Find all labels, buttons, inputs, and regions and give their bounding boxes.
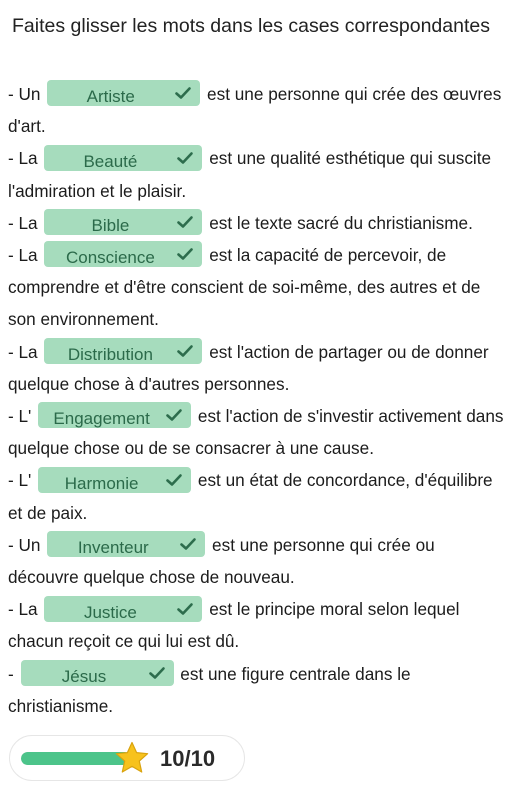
item-definition: est le principe moral selon lequel chacun reçoit ce qui lui est dû. <box>8 599 460 652</box>
item-prefix: - La <box>8 341 38 362</box>
answer-word: Bible <box>91 216 130 236</box>
answer-drop-slot[interactable] <box>47 80 200 106</box>
item-definition: est une figure centrale dans le christianisme. <box>8 663 411 716</box>
item-definition: est une personne qui crée ou découvre quelque chose de nouveau. <box>8 534 435 588</box>
item-definition: est une qualité esthétique qui suscite l'admiration et le plaisir. <box>8 148 492 201</box>
item-prefix: - La <box>8 599 38 620</box>
exercise-item <box>8 529 508 593</box>
answer-drop-slot[interactable] <box>38 402 191 428</box>
score-text: 10/10 <box>160 746 216 771</box>
exercise-item <box>8 207 508 239</box>
check-icon <box>176 343 194 359</box>
item-prefix: - L' <box>8 406 32 427</box>
item-prefix: - <box>8 663 14 684</box>
check-icon <box>176 214 194 230</box>
page-title: Faites glisser les mots dans les cases correspondantes <box>12 15 490 37</box>
item-definition: est l'action de s'investir activement dans quelque chose ou de se consacrer à une cause. <box>8 406 504 459</box>
exercise-item <box>8 400 508 464</box>
answer-word: Beauté <box>83 151 138 171</box>
item-definition: est la capacité de percevoir, de comprendre et d'être conscient de soi-même, des autres et de son environnement. <box>8 245 481 330</box>
answer-word: Jésus <box>61 667 107 687</box>
answer-word: Engagement <box>53 409 150 429</box>
exercise-item <box>8 239 508 336</box>
answer-drop-slot[interactable] <box>38 467 191 493</box>
check-icon <box>165 472 183 488</box>
check-icon <box>165 407 183 423</box>
answer-word: Harmonie <box>64 473 139 493</box>
item-prefix: - L' <box>8 470 32 491</box>
item-definition: est une personne qui crée des œuvres d'art. <box>8 84 502 137</box>
answer-word: Inventeur <box>77 538 149 558</box>
item-prefix: - La <box>8 148 38 169</box>
exercise-item <box>8 658 508 722</box>
answer-drop-slot[interactable] <box>44 241 202 267</box>
answer-drop-slot[interactable] <box>44 145 202 171</box>
check-icon <box>176 246 194 262</box>
check-icon <box>174 85 192 101</box>
star-icon <box>114 740 150 776</box>
exercise-item <box>8 142 508 206</box>
answer-word: Distribution <box>67 345 153 365</box>
exercise-item <box>8 593 508 657</box>
exercise-item <box>8 464 508 528</box>
item-prefix: - Un <box>8 84 41 104</box>
item-prefix: - Un <box>8 534 41 555</box>
answer-word: Justice <box>83 602 137 622</box>
answer-drop-slot[interactable] <box>44 596 202 622</box>
item-definition: est l'action de partager ou de donner quelque chose à d'autres personnes. <box>8 341 489 394</box>
check-icon <box>176 150 194 166</box>
answer-drop-slot[interactable] <box>44 209 202 235</box>
answer-drop-slot[interactable] <box>44 338 202 364</box>
exercise-item <box>8 78 508 142</box>
item-prefix: - La <box>8 245 38 266</box>
check-icon <box>176 601 194 617</box>
answer-word: Conscience <box>65 248 155 268</box>
exercise-item <box>8 336 508 400</box>
answer-drop-slot[interactable] <box>21 660 174 686</box>
check-icon <box>179 536 197 552</box>
item-prefix: - La <box>8 212 38 233</box>
exercise-list <box>8 78 508 722</box>
answer-drop-slot[interactable] <box>47 531 205 557</box>
answer-word: Artiste <box>86 87 135 107</box>
item-definition: est le texte sacré du christianisme. <box>209 212 473 233</box>
check-icon <box>148 665 166 681</box>
item-definition: est un état de concordance, d'équilibre et de paix. <box>8 470 493 523</box>
progress-panel <box>9 735 245 781</box>
